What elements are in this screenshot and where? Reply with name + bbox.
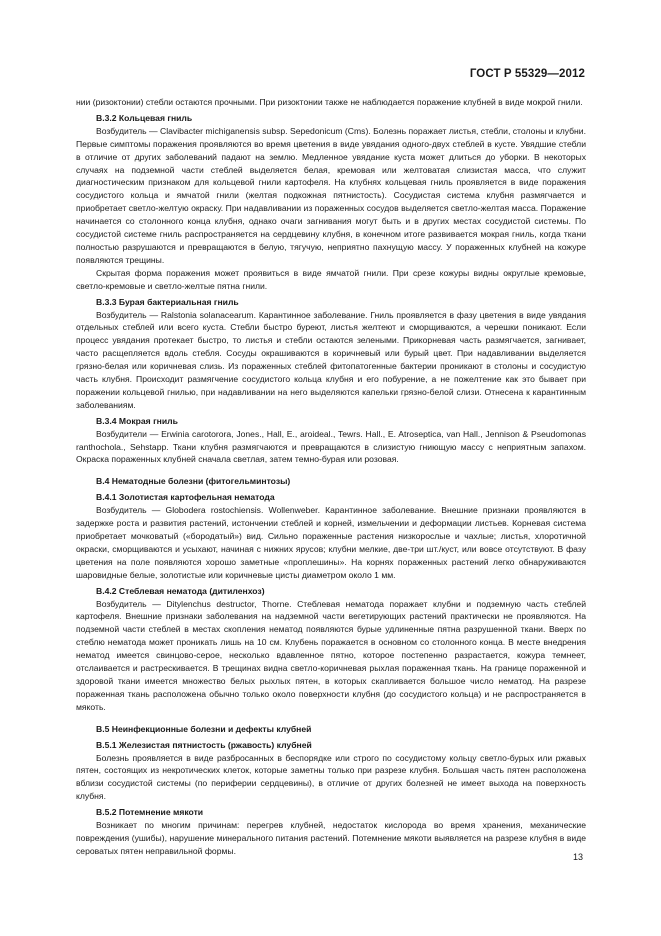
section-heading: В.4 Нематодные болезни (фитогельминтозы) [96,476,291,487]
section-heading: В.5 Неинфекционные болезни и дефекты клубней [96,723,312,734]
subsection-heading: В.5.2 Потемнение мякоти [96,807,204,818]
page-number: 13 [572,852,583,862]
paragraph: Возбудитель — Ditylenchus destructor, Thorne. Стеблевая нематода поражает клубни и подземную часть стеблей картофеля. Внешние признаки заболевания на надземной части вегетирующих растений практически не проявляются. На подземной части стеблей в местах скопления нематод появляются бурые удлиненные пятна разрушенной ткани. Вверх по стеблю нематода может проникать лишь на 10 см. Клубень поражается в основном со столонного конца. В месте внедрения нематод имеется свинцово-серое, несколько вдавленное пятно, которое постепенно разрастается, кожура темнеет, отслаивается и растрескивается. В трещинах видна светло-коричневая рыхлая пораженная ткань. На границе пораженной и здоровой ткани имеется множество белых рыхлых пятен, в которых скапливается большое число нематод. На разрезе пораженная ткань расположена обычно только около поверхности клубня (до сосудистого кольца) и не распространяется в мякоть. [76,598,586,712]
subsection-heading: В.4.2 Стеблевая нематода (дитиленхоз) [96,585,265,596]
document-header: ГОСТ Р 55329—2012 [469,68,585,80]
subsection-heading: В.5.1 Железистая пятнистость (ржавость) клубней [96,739,312,750]
subsection-heading: В.4.1 Золотистая картофельная нематода [96,492,275,503]
paragraph: Возникает по многим причинам: перегрев клубней, недостаток кислорода во время хранения, механические повреждения (ушибы), нарушение минерального питания растений. Потемнение мякоти выявляется на разрезе клубня в виде сероватых пятен неправильной формы. [76,820,586,856]
paragraph: Возбудители — Erwinia carotorora, Jones., Hall, E., aroideal., Tewrs. Hall., E. Atroseptica, van Hall., Jennison & Pseudomonas ranthochola., Sehstapp. Ткани клубня размягчаются и превращаются в слизистую гниющую массу с неприятным запахом. Окраска пораженных клубней сначала светлая, затем темно-бурая или розовая. [76,428,586,465]
paragraph: Возбудитель — Clavibacter michiganensis subsp. Sepedonicum (Cms). Болезнь поражает листья, стебли, столоны и клубни. Первые симптомы поражения проявляются во время цветения в виде увядания одного-двух стеблей в кусте. Увядшие стебли в отличие от других заболеваний падают на землю. Медленное увядание куста может длиться до уборки. В некоторых случаях на подземной части стеблей выделяется белая, кремовая или желтоватая слизистая масса, что служит диагностическим признаком для кольцевой гнили картофеля. На клубнях кольцевая гниль проявляется в виде поражения сосудистого кольца и ямчатой гнили (желтая подкожная пятнистость). Сосудистая система клубня размягчается и приобретает светло-желтую окраску. При надавливании из пораженных сосудов выделяется светло-желтая масса. Поражение начинается со столонного конца клубня, однако очаги загнивания могут быть и в других местах сосудистой системы. По сосудистой системе гниль распространяется на сердцевину клубня, в конечном итоге развивается мокрая гниль, когда ткани полностью разрушаются и превращаются в белую, тягучую, неприятно пахнущую массу. У пораженных клубней на кожуре появляются трещины. [76,125,586,265]
paragraph: Возбудитель — Ralstonia solanacearum. Карантинное заболевание. Гниль проявляется в фазу цветения в виде увядания отдельных стеблей или всего куста. Стебли быстро буреют, листья желтеют и сморщиваются, а черешки поникают. Если процесс увядания протекает быстро, то листья и стебли остаются зелеными. Прикорневая часть размягчается, загнивает, часто расщепляется вдоль стебля. Сосуды окрашиваются в коричневый или бурый цвет. При надавливании выделяется грязно-белая или коричневая слизь. Из пораженных стеблей фитопатогенные бактерии проникают в столоны и сосудистую часть клубня. Происходит размягчение сосудистого кольца клубня и его побурение, а не пожелтение как это бывает при поражении кольцевой гнилью, при надавливании на него выделяются капельки грязно-белой слизи. Отнесена к карантинным заболеваниям. [76,309,586,410]
paragraph: Возбудитель — Globodera rostochiensis. Wollenweber. Карантинное заболевание. Внешние признаки проявляются в задержке роста и развития растений, истончении стеблей и корней, измельчении и деформации листьев. Корневая система приобретает мочковатый («бородатый») вид. Сильно пораженные растения низкорослые и чахлые; листья, хлоротичной окраски, сморщиваются и усыхают, начиная с нижних ярусов; клубни мелкие, две-три шт./куст, или вовсе отсутствуют. В фазу цветения на поле появляются хорошо заметные «проплешины». На корнях пораженных растений легко обнаруживаются шаровидные белые, золотистые или коричневые цисты диаметром около 1 мм. [76,505,586,580]
subsection-heading: В.3.2 Кольцевая гниль [96,112,193,123]
subsection-heading: В.3.4 Мокрая гниль [96,415,178,426]
paragraph: Скрытая форма поражения может проявиться в виде ямчатой гнили. При срезе кожуры видны округлые кремовые, светло-кремовые и светло-желтые пятна гнили. [76,267,586,291]
subsection-heading: В.3.3 Бурая бактериальная гниль [96,296,239,307]
document-body [76,96,586,858]
paragraph: нии (ризоктонии) стебли остаются прочными. При ризоктонии также не наблюдается поражение клубней в виде мокрой гнили. [76,97,583,107]
paragraph: Болезнь проявляется в виде разбросанных в беспорядке или строго по сосудистому кольцу светло-бурых или ржавых пятен, состоящих из некротических клеток, которые заметны только при разрезе клубня. Большая часть пятен расположена вблизи сосудистой системы (по периферии сердцевины), в отличие от других болезней не имеет выхода на поверхность клубня. [76,752,586,802]
